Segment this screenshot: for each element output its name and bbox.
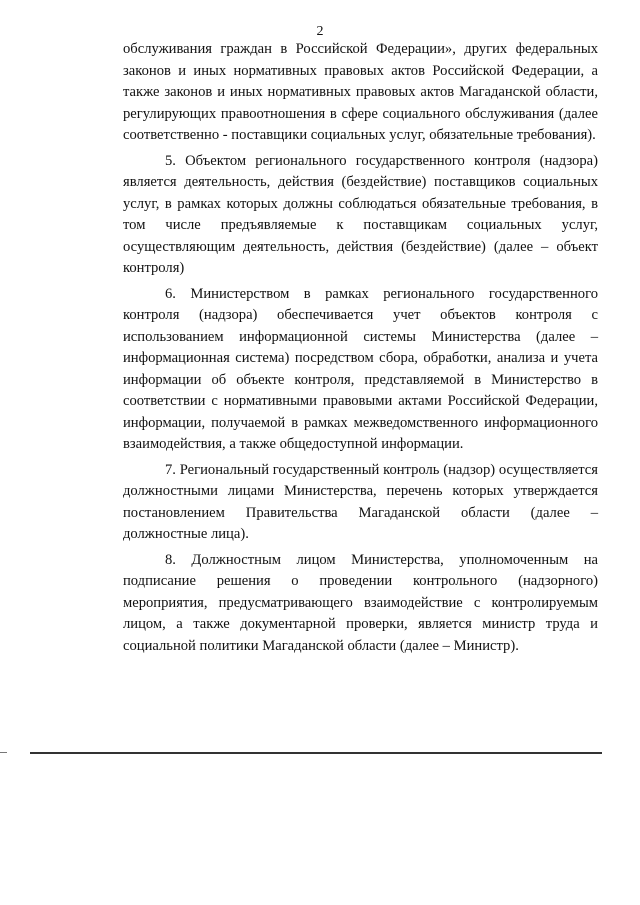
footer-rule: [30, 752, 602, 754]
paragraph-6: 6. Министерством в рамках регионального государственного контроля (надзора) обеспечивается учет объектов контроля с использованием информационной системы Министерства (далее – информационная система) посредством сбора, обработки, анализа и учета информации об объекте контроля, представляемой в Министерство в соответствии с нормативными правовыми актами Российской Федерации, информации, получаемой в рамках межведомственного информационного взаимодействия, а также общедоступной информации.: [123, 285, 598, 452]
paragraph-5: 5. Объектом регионального государственного контроля (надзора) является деятельность, действия (бездействие) поставщиков социальных услуг, в рамках которых должны соблюдаться обязательные требования, в том числе предъявляемые к поставщикам социальных услуг, осуществляющим деятельность, действия (бездействие) (далее – объект контроля): [123, 152, 598, 276]
document-body: [123, 39, 598, 657]
margin-tick-mark: [0, 752, 7, 753]
page-number: 2: [316, 24, 324, 39]
paragraph-continuation: обслуживания граждан в Российской Федерации», других федеральных законов и иных нормативных правовых актов Российской Федерации, а также законов и иных нормативных правовых актов Магаданской области, регулирующих правоотношения в сфере социального обслуживания (далее соответственно - поставщики социальных услуг, обязательные требования).: [123, 41, 598, 143]
paragraph-8: 8. Должностным лицом Министерства, уполномоченным на подписание решения о проведении контрольного (надзорного) мероприятия, предусматривающего взаимодействие с контролируемым лицом, а также документарной проверки, является министр труда и социальной политики Магаданской области (далее – Министр).: [123, 551, 598, 654]
paragraph-7: 7. Региональный государственный контроль (надзор) осуществляется должностными лицами Министерства, перечень которых утверждается постановлением Правительства Магаданской области (далее – должностные лица).: [123, 461, 598, 542]
